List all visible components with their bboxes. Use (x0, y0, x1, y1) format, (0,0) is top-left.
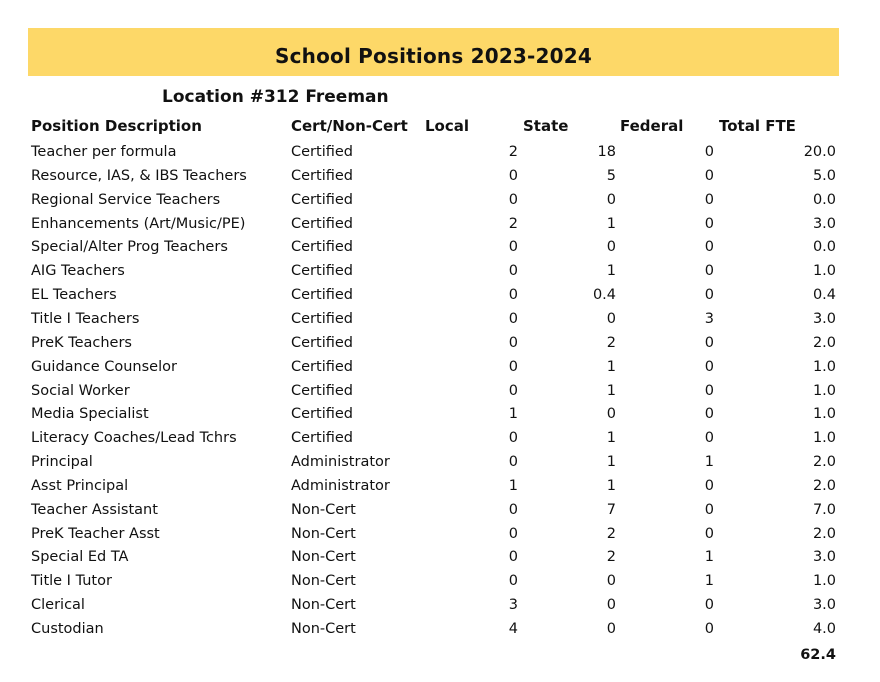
local-cell: 0 (508, 311, 518, 327)
total-fte-cell: 4.0 (812, 621, 836, 637)
cert-cell: Certified (291, 335, 353, 351)
cert-cell: Certified (291, 263, 353, 279)
position-description-cell: Regional Service Teachers (31, 192, 221, 208)
local-cell: 0 (508, 549, 518, 565)
federal-cell: 0 (704, 478, 714, 494)
federal-cell: 1 (704, 573, 714, 589)
state-cell: 0 (606, 621, 616, 637)
local-cell: 0 (508, 430, 518, 446)
cert-cell: Certified (291, 287, 353, 303)
local-cell: 0 (508, 335, 518, 351)
state-cell: 1 (606, 263, 616, 279)
position-description-cell: Title I Tutor (31, 573, 112, 589)
cert-cell: Certified (291, 406, 353, 422)
cert-cell: Non-Cert (291, 502, 356, 518)
cert-cell: Non-Cert (291, 573, 356, 589)
local-cell: 0 (508, 573, 518, 589)
local-cell: 0 (508, 526, 518, 542)
title-banner (28, 28, 839, 76)
position-description-cell: Resource, IAS, & IBS Teachers (31, 168, 247, 184)
state-cell: 7 (606, 502, 616, 518)
position-description-cell: Guidance Counselor (31, 359, 177, 375)
state-cell: 0 (606, 239, 616, 255)
cert-cell: Certified (291, 239, 353, 255)
state-cell: 2 (606, 549, 616, 565)
federal-cell: 0 (704, 263, 714, 279)
local-cell: 0 (508, 239, 518, 255)
position-description-cell: PreK Teacher Asst (31, 526, 160, 542)
state-cell: 5 (606, 168, 616, 184)
total-fte-cell: 1.0 (812, 406, 836, 422)
federal-cell: 0 (704, 430, 714, 446)
total-fte-cell: 20.0 (803, 144, 836, 160)
federal-cell: 0 (704, 406, 714, 422)
local-cell: 0 (508, 192, 518, 208)
state-cell: 2 (606, 526, 616, 542)
state-cell: 1 (606, 216, 616, 232)
local-cell: 0 (508, 168, 518, 184)
local-cell: 2 (508, 144, 518, 160)
header-cert-non-cert: Cert/Non-Cert (291, 117, 408, 135)
cert-cell: Certified (291, 168, 353, 184)
header-state: State (523, 117, 569, 135)
grand-total: 62.4 (800, 647, 836, 663)
position-description-cell: Principal (31, 454, 93, 470)
cert-cell: Non-Cert (291, 549, 356, 565)
federal-cell: 0 (704, 287, 714, 303)
state-cell: 1 (606, 454, 616, 470)
total-fte-cell: 2.0 (812, 526, 836, 542)
position-description-cell: Special Ed TA (31, 549, 129, 565)
total-fte-cell: 1.0 (812, 573, 836, 589)
local-cell: 0 (508, 383, 518, 399)
cert-cell: Non-Cert (291, 526, 356, 542)
position-description-cell: Clerical (31, 597, 85, 613)
total-fte-cell: 3.0 (812, 549, 836, 565)
total-fte-cell: 3.0 (812, 216, 836, 232)
cert-cell: Administrator (291, 478, 390, 494)
position-description-cell: Teacher Assistant (31, 502, 158, 518)
federal-cell: 0 (704, 216, 714, 232)
federal-cell: 0 (704, 383, 714, 399)
federal-cell: 1 (704, 549, 714, 565)
federal-cell: 1 (704, 454, 714, 470)
position-description-cell: AIG Teachers (31, 263, 125, 279)
local-cell: 0 (508, 502, 518, 518)
federal-cell: 0 (704, 239, 714, 255)
federal-cell: 0 (704, 144, 714, 160)
local-cell: 0 (508, 359, 518, 375)
page-title: School Positions 2023-2024 (274, 44, 593, 68)
total-fte-cell: 5.0 (812, 168, 836, 184)
position-description-cell: EL Teachers (31, 287, 117, 303)
header-local: Local (425, 117, 470, 135)
position-description-cell: PreK Teachers (31, 335, 132, 351)
cert-cell: Certified (291, 216, 353, 232)
cert-cell: Certified (291, 144, 353, 160)
state-cell: 2 (606, 335, 616, 351)
total-fte-cell: 3.0 (812, 597, 836, 613)
total-fte-cell: 0.0 (812, 192, 836, 208)
total-fte-cell: 7.0 (812, 502, 836, 518)
federal-cell: 0 (704, 168, 714, 184)
federal-cell: 0 (704, 502, 714, 518)
state-cell: 0 (606, 311, 616, 327)
state-cell: 0 (606, 597, 616, 613)
state-cell: 1 (606, 383, 616, 399)
state-cell: 0 (606, 573, 616, 589)
cert-cell: Non-Cert (291, 621, 356, 637)
federal-cell: 3 (704, 311, 714, 327)
federal-cell: 0 (704, 526, 714, 542)
federal-cell: 0 (704, 597, 714, 613)
state-cell: 0 (606, 406, 616, 422)
local-cell: 4 (508, 621, 518, 637)
cert-cell: Certified (291, 383, 353, 399)
state-cell: 0.4 (592, 287, 616, 303)
cert-cell: Certified (291, 192, 353, 208)
local-cell: 3 (508, 597, 518, 613)
total-fte-cell: 2.0 (812, 335, 836, 351)
position-description-cell: Media Specialist (31, 406, 149, 422)
federal-cell: 0 (704, 192, 714, 208)
total-fte-cell: 2.0 (812, 478, 836, 494)
position-description-cell: Asst Principal (31, 478, 129, 494)
federal-cell: 0 (704, 359, 714, 375)
local-cell: 0 (508, 263, 518, 279)
position-description-cell: Literacy Coaches/Lead Tchrs (31, 430, 237, 446)
local-cell: 1 (508, 478, 518, 494)
total-fte-cell: 1.0 (812, 430, 836, 446)
total-fte-cell: 0.0 (812, 239, 836, 255)
total-fte-cell: 3.0 (812, 311, 836, 327)
local-cell: 1 (508, 406, 518, 422)
header-federal: Federal (620, 117, 684, 135)
cert-cell: Certified (291, 359, 353, 375)
local-cell: 0 (508, 454, 518, 470)
cert-cell: Non-Cert (291, 597, 356, 613)
state-cell: 1 (606, 478, 616, 494)
total-fte-cell: 1.0 (812, 383, 836, 399)
location-heading: Location #312 Freeman (162, 87, 389, 107)
header-total-fte: Total FTE (719, 117, 796, 135)
total-fte-cell: 1.0 (812, 359, 836, 375)
position-description-cell: Teacher per formula (31, 144, 177, 160)
position-description-cell: Social Worker (31, 383, 130, 399)
position-description-cell: Custodian (31, 621, 104, 637)
cert-cell: Certified (291, 311, 353, 327)
state-cell: 0 (606, 192, 616, 208)
federal-cell: 0 (704, 335, 714, 351)
total-fte-cell: 0.4 (812, 287, 836, 303)
state-cell: 18 (597, 144, 616, 160)
federal-cell: 0 (704, 621, 714, 637)
local-cell: 2 (508, 216, 518, 232)
total-fte-cell: 2.0 (812, 454, 836, 470)
position-description-cell: Title I Teachers (31, 311, 140, 327)
cert-cell: Certified (291, 430, 353, 446)
total-fte-cell: 1.0 (812, 263, 836, 279)
state-cell: 1 (606, 430, 616, 446)
local-cell: 0 (508, 287, 518, 303)
header-position-description: Position Description (31, 117, 202, 135)
state-cell: 1 (606, 359, 616, 375)
position-description-cell: Enhancements (Art/Music/PE) (31, 216, 246, 232)
position-description-cell: Special/Alter Prog Teachers (31, 239, 228, 255)
cert-cell: Administrator (291, 454, 390, 470)
